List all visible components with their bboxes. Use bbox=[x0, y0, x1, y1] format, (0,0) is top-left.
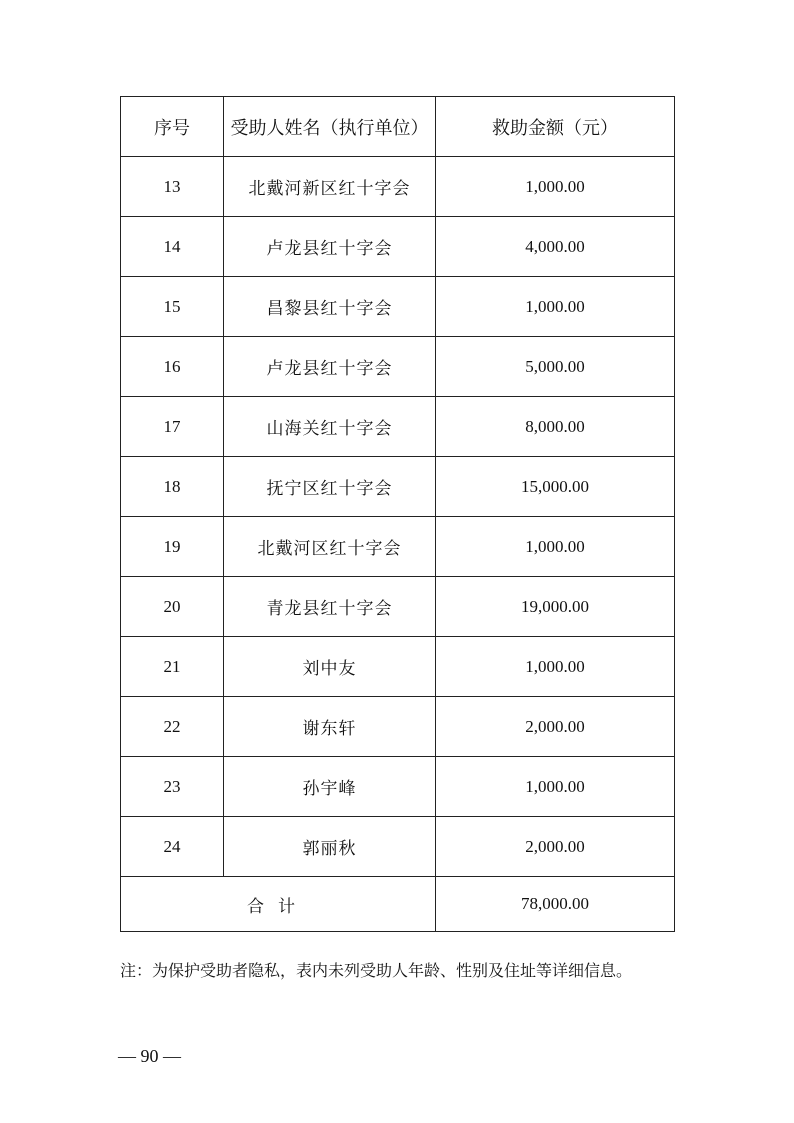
row-amount: 1,000.00 bbox=[436, 757, 675, 817]
row-recipient-name: 谢东轩 bbox=[224, 697, 436, 757]
row-seq: 16 bbox=[121, 337, 224, 397]
row-seq: 20 bbox=[121, 577, 224, 637]
row-recipient-name: 孙宇峰 bbox=[224, 757, 436, 817]
table-row bbox=[121, 577, 675, 637]
table-row bbox=[121, 217, 675, 277]
row-recipient-name: 郭丽秋 bbox=[224, 817, 436, 877]
table-body bbox=[121, 157, 675, 877]
row-amount: 1,000.00 bbox=[436, 277, 675, 337]
table-row bbox=[121, 277, 675, 337]
total-row bbox=[121, 877, 675, 932]
row-amount: 2,000.00 bbox=[436, 697, 675, 757]
row-seq: 18 bbox=[121, 457, 224, 517]
row-amount: 4,000.00 bbox=[436, 217, 675, 277]
row-recipient-name: 抚宁区红十字会 bbox=[224, 457, 436, 517]
row-recipient-name: 北戴河区红十字会 bbox=[224, 517, 436, 577]
row-seq: 21 bbox=[121, 637, 224, 697]
row-seq: 19 bbox=[121, 517, 224, 577]
header-amount: 救助金额（元） bbox=[436, 97, 675, 157]
row-seq: 17 bbox=[121, 397, 224, 457]
row-amount: 19,000.00 bbox=[436, 577, 675, 637]
row-recipient-name: 青龙县红十字会 bbox=[224, 577, 436, 637]
row-recipient-name: 刘中友 bbox=[224, 637, 436, 697]
row-amount: 2,000.00 bbox=[436, 817, 675, 877]
row-seq: 22 bbox=[121, 697, 224, 757]
table-row bbox=[121, 337, 675, 397]
row-seq: 13 bbox=[121, 157, 224, 217]
total-label-text: 合计 bbox=[247, 896, 309, 917]
row-seq: 23 bbox=[121, 757, 224, 817]
table-row bbox=[121, 817, 675, 877]
row-seq: 14 bbox=[121, 217, 224, 277]
table-row bbox=[121, 637, 675, 697]
header-seq: 序号 bbox=[121, 97, 224, 157]
total-label bbox=[121, 877, 436, 932]
row-recipient-name: 卢龙县红十字会 bbox=[224, 217, 436, 277]
row-amount: 1,000.00 bbox=[436, 157, 675, 217]
privacy-note: 注：为保护受助者隐私，表内未列受助人年龄、性别及住址等详细信息。 bbox=[120, 961, 633, 980]
row-amount: 1,000.00 bbox=[436, 517, 675, 577]
table-row bbox=[121, 397, 675, 457]
row-recipient-name: 北戴河新区红十字会 bbox=[224, 157, 436, 217]
table-row bbox=[121, 697, 675, 757]
row-seq: 15 bbox=[121, 277, 224, 337]
row-recipient-name: 山海关红十字会 bbox=[224, 397, 436, 457]
row-recipient-name: 卢龙县红十字会 bbox=[224, 337, 436, 397]
row-amount: 5,000.00 bbox=[436, 337, 675, 397]
relief-table bbox=[120, 96, 675, 932]
header-name: 受助人姓名（执行单位） bbox=[224, 97, 436, 157]
row-amount: 1,000.00 bbox=[436, 637, 675, 697]
table-footer bbox=[121, 877, 675, 932]
total-amount: 78,000.00 bbox=[436, 877, 675, 932]
page-number: — 90 — bbox=[118, 1046, 181, 1066]
header-row bbox=[121, 97, 675, 157]
table-row bbox=[121, 457, 675, 517]
row-amount: 15,000.00 bbox=[436, 457, 675, 517]
row-amount: 8,000.00 bbox=[436, 397, 675, 457]
row-recipient-name: 昌黎县红十字会 bbox=[224, 277, 436, 337]
table-header bbox=[121, 97, 675, 157]
row-seq: 24 bbox=[121, 817, 224, 877]
table-row bbox=[121, 517, 675, 577]
table-row bbox=[121, 157, 675, 217]
table-row bbox=[121, 757, 675, 817]
